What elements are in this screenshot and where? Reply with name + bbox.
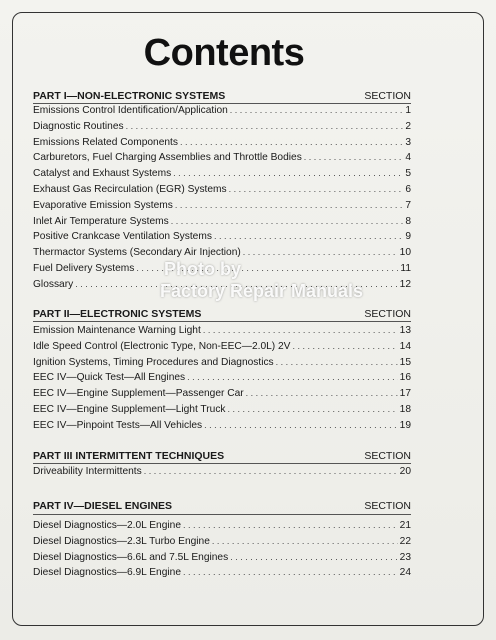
toc-entry-label: Emission Maintenance Warning Light — [33, 325, 201, 336]
watermark-line-2: Factory Repair Manuals — [160, 281, 364, 301]
toc-entry — [33, 152, 411, 168]
toc-entry — [33, 137, 411, 153]
toc-entry — [33, 231, 411, 247]
toc-entry-section-number: 2 — [405, 120, 411, 132]
toc-entry-section-number: 24 — [399, 567, 411, 579]
toc-entry — [33, 420, 411, 436]
part-4-entries — [33, 520, 411, 583]
toc-entry-label: EEC IV—Quick Test—All Engines — [33, 372, 186, 384]
dot-leader — [230, 105, 404, 115]
toc-entry-label: Positive Crankcase Ventilation Systems — [33, 231, 212, 243]
toc-entry-label: Glossary — [33, 278, 74, 290]
toc-entry-label: EEC IV—Engine Supplement—Passenger Car — [33, 388, 244, 400]
dot-leader — [304, 152, 404, 162]
toc-entry — [33, 200, 411, 216]
toc-entry-section-number: 23 — [399, 551, 411, 563]
part-1-rule — [33, 103, 411, 104]
toc-entry-section-number: 19 — [399, 419, 411, 431]
part-4-rule — [33, 514, 411, 515]
dot-leader — [203, 325, 398, 335]
toc-entry-section-number: 8 — [405, 215, 411, 227]
part-1-section-label: SECTION — [364, 90, 411, 102]
toc-entry-section-number: 16 — [399, 372, 411, 384]
toc-entry-section-number: 10 — [399, 247, 411, 259]
toc-entry-section-number: 7 — [405, 199, 411, 211]
photo-watermark — [160, 258, 400, 302]
toc-entry — [33, 552, 411, 568]
part-4-section-label: SECTION — [364, 500, 411, 512]
toc-entry — [33, 388, 411, 404]
toc-entry-section-number: 20 — [399, 466, 411, 477]
toc-entry-label: Ignition Systems, Timing Procedures and Diagnostics — [33, 356, 274, 368]
toc-entry-label: EEC IV—Engine Supplement—Light Truck — [33, 403, 226, 415]
toc-entry — [33, 357, 411, 373]
part-2-rule — [33, 321, 411, 322]
toc-entry-label: EEC IV—Pinpoint Tests—All Vehicles — [33, 419, 203, 431]
toc-entry — [33, 372, 411, 388]
page-title: Contents — [143, 32, 305, 74]
part-1-title: PART I—NON-ELECTRONIC SYSTEMS — [33, 90, 226, 102]
dot-leader — [180, 137, 403, 147]
toc-entry-section-number: 9 — [405, 231, 411, 243]
toc-entry — [33, 520, 411, 536]
toc-entry-label: Diagnostic Routines — [33, 120, 124, 132]
toc-entry — [33, 121, 411, 137]
toc-entry-label: Diesel Diagnostics—2.0L Engine — [33, 520, 181, 531]
toc-entry-label: Fuel Delivery Systems — [33, 262, 135, 274]
toc-entry-label: Emissions Related Components — [33, 136, 178, 148]
toc-entry-section-number: 1 — [405, 105, 411, 116]
part-3-section-label: SECTION — [364, 450, 411, 462]
toc-entry-section-number: 22 — [399, 535, 411, 547]
toc-entry — [33, 105, 411, 121]
toc-entry-section-number: 5 — [405, 168, 411, 180]
toc-entry-section-number: 14 — [399, 340, 411, 352]
dot-leader — [187, 372, 398, 382]
toc-entry-section-number: 4 — [405, 152, 411, 164]
part-4-title: PART IV—DIESEL ENGINES — [33, 500, 173, 512]
toc-entry — [33, 466, 411, 482]
dot-leader — [243, 247, 398, 257]
dot-leader — [173, 168, 403, 178]
toc-entry-label: Thermactor Systems (Secondary Air Injection) — [33, 247, 241, 259]
toc-entry-label: Idle Speed Control (Electronic Type, Non-EEC—2.0L) 2V — [33, 340, 291, 352]
dot-leader — [183, 567, 398, 577]
toc-entry-section-number: 18 — [399, 403, 411, 415]
watermark-line-1: Photo by — [164, 259, 241, 279]
dot-leader — [212, 536, 398, 546]
toc-entry — [33, 341, 411, 357]
toc-entry — [33, 325, 411, 341]
toc-entry-section-number: 21 — [399, 520, 411, 531]
toc-entry — [33, 168, 411, 184]
toc-entry-section-number: 13 — [399, 325, 411, 336]
part-2-entries — [33, 325, 411, 436]
toc-entry-label: Catalyst and Exhaust Systems — [33, 168, 172, 180]
dot-leader — [204, 420, 398, 430]
dot-leader — [228, 404, 398, 414]
toc-entry-label: Evaporative Emission Systems — [33, 199, 173, 211]
toc-entry-section-number: 17 — [399, 388, 411, 400]
toc-entry-label: Diesel Diagnostics—2.3L Turbo Engine — [33, 535, 210, 547]
toc-entry-section-number: 3 — [405, 136, 411, 148]
toc-entry — [33, 536, 411, 552]
toc-entry-label: Diesel Diagnostics—6.6L and 7.5L Engines — [33, 551, 229, 563]
toc-entry-label: Carburetors, Fuel Charging Assemblies and Throttle Bodies — [33, 152, 302, 164]
part-2-section-label: SECTION — [364, 308, 411, 320]
toc-entry-label: Exhaust Gas Recirculation (EGR) Systems — [33, 183, 227, 195]
toc-entry-section-number: 15 — [399, 356, 411, 368]
dot-leader — [214, 231, 403, 241]
dot-leader — [276, 357, 398, 367]
toc-entry — [33, 184, 411, 200]
dot-leader — [229, 184, 404, 194]
toc-entry — [33, 404, 411, 420]
dot-leader — [246, 388, 398, 398]
toc-entry-section-number: 12 — [399, 278, 411, 290]
toc-entry-label: Driveability Intermittents — [33, 466, 142, 477]
dot-leader — [126, 121, 404, 131]
toc-entry-label: Inlet Air Temperature Systems — [33, 215, 169, 227]
toc-entry-section-number: 11 — [400, 262, 411, 274]
toc-entry-label: Emissions Control Identification/Application — [33, 105, 228, 116]
part-3-entries — [33, 466, 411, 482]
dot-leader — [230, 552, 397, 562]
dot-leader — [183, 520, 398, 530]
dot-leader — [175, 200, 403, 210]
part-3-rule — [33, 463, 411, 464]
part-3-title: PART III INTERMITTENT TECHNIQUES — [33, 450, 225, 462]
toc-entry-section-number: 6 — [405, 183, 411, 195]
dot-leader — [292, 341, 397, 351]
toc-entry — [33, 567, 411, 583]
toc-entry — [33, 216, 411, 232]
dot-leader — [171, 216, 404, 226]
part-2-title: PART II—ELECTRONIC SYSTEMS — [33, 308, 202, 320]
dot-leader — [144, 466, 398, 476]
toc-entry-label: Diesel Diagnostics—6.9L Engine — [33, 567, 181, 579]
